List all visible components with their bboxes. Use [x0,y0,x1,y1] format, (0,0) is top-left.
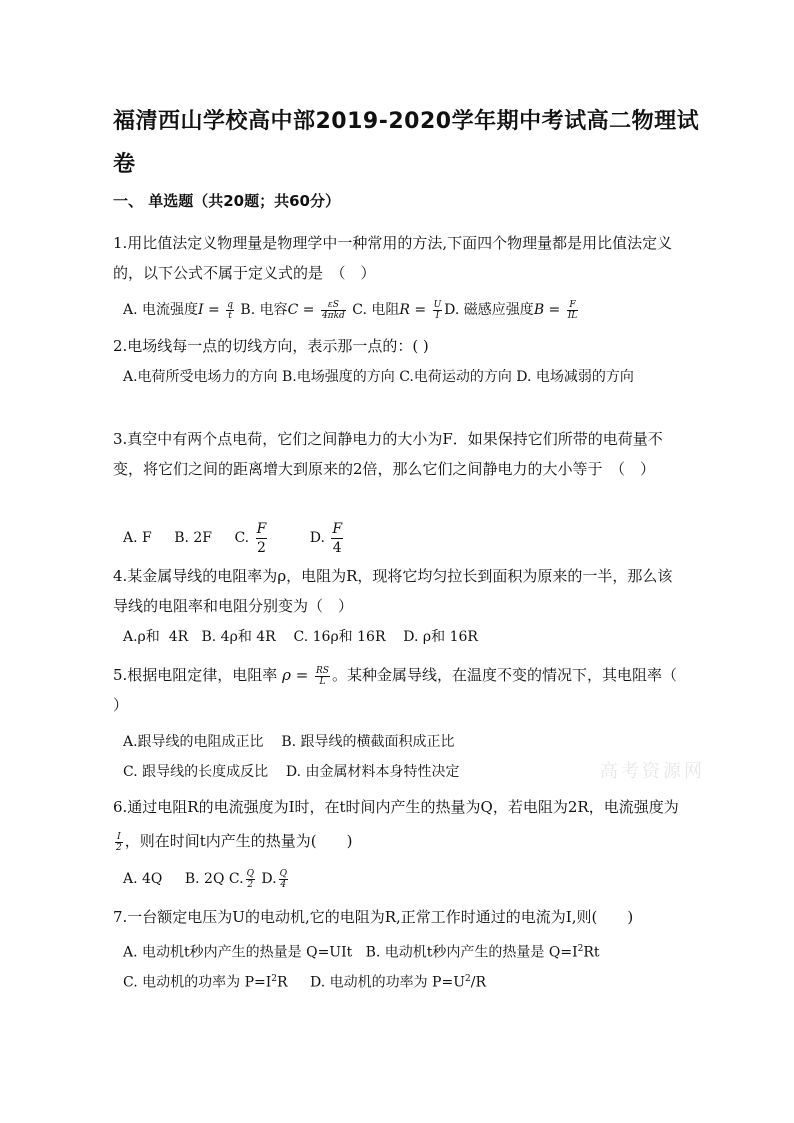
q7-option-c: C. 电动机的功率为 P=I [123,974,272,991]
q1-b-eq: = [298,302,319,318]
q6-c-num: Q [246,868,254,879]
q1-a-den: t [228,310,232,321]
q6-d-num: Q [279,868,287,879]
q1-c-eq: = [409,302,431,318]
section-heading: 一、 单选题（共20题；共60分） [113,192,340,210]
q3-c-fraction [256,520,268,557]
q1-a-eq: = [203,302,225,318]
question-4-options: A.ρ和 4R B. 4ρ和 4R C. 16ρ和 16R D. ρ和 16R [123,629,478,645]
q1-option-b-label: B. 电容 [235,302,288,318]
q7-b-post: Rt [583,944,600,961]
q1-b-num: εS [321,300,346,311]
watermark: 高考资源网 [600,761,705,782]
question-2-options: A.电荷所受电场力的方向 B.电场强度的方向 C.电荷运动的方向 D. 电场减弱的方向 [123,369,634,385]
q1-d-eq: = [544,302,565,318]
q5-stem-pre: 5.根据电阻定律，电阻率 [113,666,283,684]
q3-c-den: 2 [256,539,266,556]
q3-c-num: F [256,520,267,537]
q5-num: RS [316,665,329,676]
q1-c-den: I [435,310,440,321]
q7-c-sup: 2 [271,974,277,984]
q7-d-post: /R [470,974,487,991]
q5-fraction [315,666,330,687]
question-1-options [123,295,693,325]
q6-den: 2 [116,842,122,853]
q6-stem-post: ，则在时间t内产生的热量为( ) [124,832,353,850]
q1-d-var: B [533,302,545,318]
q5-stem-post: 。某种金属导线，在温度不变的情况下，其电阻率（ ） [113,666,677,714]
q7-c-post: R [276,974,288,991]
q6-c-den: 2 [247,879,254,890]
q1-b-fraction [321,300,346,321]
q6-option-c: C. [228,871,244,887]
q7-option-d: D. 电动机的功率为 P=U [309,974,466,991]
q6-stem-pre: 6.通过电阻R的电流强度为I时，在t时间内产生的热量为Q，若电阻为2R，电流强度为 [113,798,679,816]
question-3-options [123,516,693,560]
q1-option-a-label: A. 电流强度 [123,302,199,318]
q1-a-fraction [226,300,234,321]
q3-option-a: A. F [123,530,152,546]
question-2-stem: 2.电场线每一点的切线方向，表示那一点的：( ) [113,337,429,355]
q6-d-den: 4 [280,879,287,890]
q7-option-a: A. 电动机t秒内产生的热量是 Q=UIt [123,944,353,961]
q1-a-var: I [198,302,204,318]
q3-d-fraction [331,520,343,557]
q1-d-fraction [567,300,579,321]
q7-b-sup: 2 [577,944,584,954]
question-1-stem: 1.用比值法定义物理量是物理学中一种常用的方法,下面四个物理量都是用比值法定义的，以下公式不属于定义式的是 （ ） [113,234,673,282]
question-7-options-line-2 [123,964,693,998]
q1-a-num: q [227,299,233,310]
q7-d-sup: 2 [465,974,471,984]
q1-d-num: F [567,300,579,311]
q3-option-b: B. 2F [174,530,212,546]
q5-den: L [319,676,326,687]
question-6-stem [113,790,683,858]
q3-d-num: F [332,520,343,537]
q6-d-fraction [279,869,288,890]
q6-num: I [115,832,123,843]
q3-option-d: D. [309,530,325,546]
q6-c-fraction [246,869,255,890]
q6-option-a: A. 4Q [123,871,163,887]
q1-option-c-label: C. 电阻 [347,302,400,318]
q5-var: ρ [282,666,291,684]
q1-b-den: 4πkd [321,310,345,321]
q6-option-b: B. 2Q [184,871,225,887]
question-5-options-line-1: A.跟导线的电阻成正比 B. 跟导线的横截面积成正比 [123,734,455,750]
q1-b-var: C [287,302,299,318]
q1-c-fraction [433,300,443,321]
q6-fraction [115,832,123,853]
q3-d-den: 4 [332,539,342,556]
question-7-stem: 7.一台额定电压为U的电动机,它的电阻为R,正常工作时通过的电流为I,则( ) [113,908,634,926]
q1-c-num: U [433,299,442,310]
question-6-options [123,864,693,894]
question-3-stem: 3.真空中有两个点电荷，它们之间静电力的大小为F．如果保持它们所带的电荷量不变，将它们之间的距离增大到原来的2倍，那么它们之间静电力的大小等于 （ ） [113,430,663,478]
q1-option-d-label: D. 磁感应强度 [444,302,534,318]
q1-c-var: R [399,302,410,318]
q3-option-c: C. [234,530,250,546]
q7-option-b: B. 电动机t秒内产生的热量是 Q=I [365,944,578,961]
question-5-stem: 5.根据电阻定律，电阻率 ρ = $\frac{RS}{L}$ 。某种金属导线，在温度不变的情况下，其电阻率（ ） [113,665,677,714]
q6-option-d: D. [261,871,277,887]
question-4-stem: 4.某金属导线的电阻率为ρ，电阻为R，现将它均匀拉长到面积为原来的一半，那么该导线的电阻率和电阻分别变为（ ） [113,567,673,615]
page-title: 福清西山学校高中部2019-2020学年期中考试高二物理试卷 [113,109,700,177]
q1-d-den: IL [567,310,578,321]
question-7-options-line-1 [123,934,693,968]
question-5-options-line-2: C. 跟导线的长度成反比 D. 由金属材料本身特性决定 [123,764,460,780]
